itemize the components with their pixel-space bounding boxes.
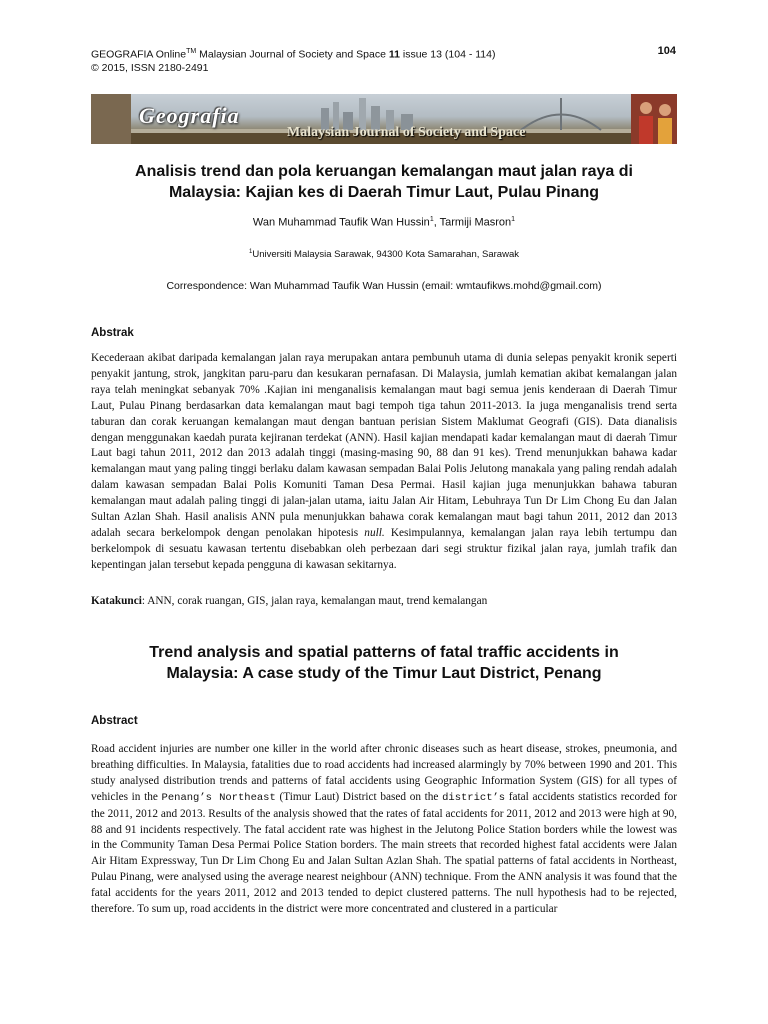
keywords: Katakunci: ANN, corak ruangan, GIS, jalan raya, kemalangan maut, trend kemalangan <box>91 595 488 607</box>
malay-title-line-2: Malaysia: Kajian kes di Daerah Timur Laut, Pulau Pinang <box>168 184 600 201</box>
malay-title-line-1: Analisis trend dan pola keruangan kemalangan maut jalan raya di <box>135 163 633 180</box>
journal-banner <box>91 94 677 144</box>
english-title-line-2: Malaysia: A case study of the Timur Laut District, Penang <box>166 665 602 682</box>
author-2: Tarmiji Masron <box>439 216 512 229</box>
abstrak-body: Kecederaan akibat daripada kemalangan jalan raya merupakan antara pembunuh utama di dunia selepas penyakit kronik seperti penyakit jantung, strok, jangkitan paru-paru dan kesukaran pernafasan. Di Malaysia, jumlah kematian akibat kemalangan jalan raya telah meningkat sebanyak 70% .Kajian ini menganalisis kemalangan maut bagi semua jenis kenderaan di Daerah Timur Laut, Pulau Pinang berdasarkan data kemalangan maut bagi tempoh tiga tahun 2011-2013. Ia juga menganalisis trend serta taburan dan corak keruangan kemalangan maut dengan bantuan perisian Sistem Maklumat Geografi (GIS). Data dianalisis dengan menggunakan kaedah purata kejiranan terdekat (ANN). Hasil kajian mendapati kadar kemalangan maut di daerah Timur Laut bagi tahun 2011, 2012 dan 2013 adalah tinggi (masing-masing 90, 88 dan 91 kes). Trend menunjukkan bahawa kadar kemalangan maut yang paling tinggi berlaku dalam kawasan sempadan Balai Polis Jelutong manakala yang paling rendah adalah dalam kawasan sempadan Balai Polis Komuniti Taman Desa Permai. Hasil kajian juga menunjukkan bahawa taburan kemalangan maut adalah paling tinggi di jalan-jalan utama, iaitu Jalan Air Hitam, Lebuhraya Tun Dr Lim Chong Eu dan Jalan Sultan Azlan Shah. Hasil analisis ANN pula menunjukkan bahawa corak kemalangan maut bagi tahun 2011, 2012 dan 2013 adalah secara berkelompok dengan penolakan hipotesis null. Kesimpulannya, kemalangan jalan raya lebih tertumpu dan berkelompok di sesuatu kawasan tertentu disebabkan oleh perbezaan dari segi struktur fizikal jalan raya, jumlah trafik dan kepentingan jalan tersebut kepada pengguna di kawasan sekitarnya. <box>91 352 677 571</box>
journal-line: GEOGRAFIA Online™ Malaysian Journal of Society and Space 11 issue 13 (104 - 114) <box>91 48 496 61</box>
malay-title <box>60 161 708 203</box>
page-number: 104 <box>657 45 676 57</box>
abstract-heading: Abstract <box>91 715 138 727</box>
banner-title: Malaysian Journal of Society and Space <box>287 125 526 140</box>
abstrak-heading: Abstrak <box>91 327 134 339</box>
english-title <box>60 642 708 684</box>
running-header <box>91 45 495 75</box>
copyright-line: © 2015, ISSN 2180-2491 <box>91 61 209 74</box>
correspondence: Correspondence: Wan Muhammad Taufik Wan Hussin (email: wmtaufikws.mohd@gmail.com) <box>166 280 602 292</box>
author-1: Wan Muhammad Taufik Wan Hussin <box>252 216 430 229</box>
authors: Wan Muhammad Taufik Wan Hussin$^1$, Tarmiji Masron$^1$ <box>252 216 516 229</box>
english-title-line-1: Trend analysis and spatial patterns of fatal traffic accidents in <box>149 644 619 661</box>
banner-logo: Geografia <box>139 103 240 128</box>
affiliation: $^1$Universiti Malaysia Sarawak, 94300 Kota Samarahan, Sarawak <box>248 249 519 261</box>
abstract-body: Road accident injuries are number one killer in the world after chronic diseases such as heart disease, strokes, pneumonia, and breathing difficulties. In Malaysia, fatalities due to road accidents had increased alarmingly by 70% between 1990 and 201. This study analysed distribution trends and patterns of fatal accidents using Geographic Information System (GIS) for all types of vehicles in the Penang’s Northeast (Timur Laut) District based on the district’s fatal accidents statistics recorded for the 2011, 2012 and 2013. Results of the analysis showed that the rates of fatal accidents for 2011, 2012 and 2013 were high at 90, 88 and 91 incidents respectively. The fatal accident rate was highest in the Jelutong Police Station borders while the lowest was in the Community Taman Desa Permai Police Station borders. The main streets that recorded highest fatal accidents were Jalan Air Hitam Expressway, Tun Dr Lim Chong Eu and Jalan Sultan Azlan Shah. The spatial patterns of fatal accidents in Northeast, Pulau Pinang, were analysed using the average nearest neighbour (ANN) technique. From the ANN analysis it was found that the fatal accidents for the years 2011, 2012 and 2013 tended to depict clustered patterns. The null hypothesis had to be rejected, therefore. To sum up, road accidents in the district were more concentrated and clustered in a particular <box>91 743 678 916</box>
